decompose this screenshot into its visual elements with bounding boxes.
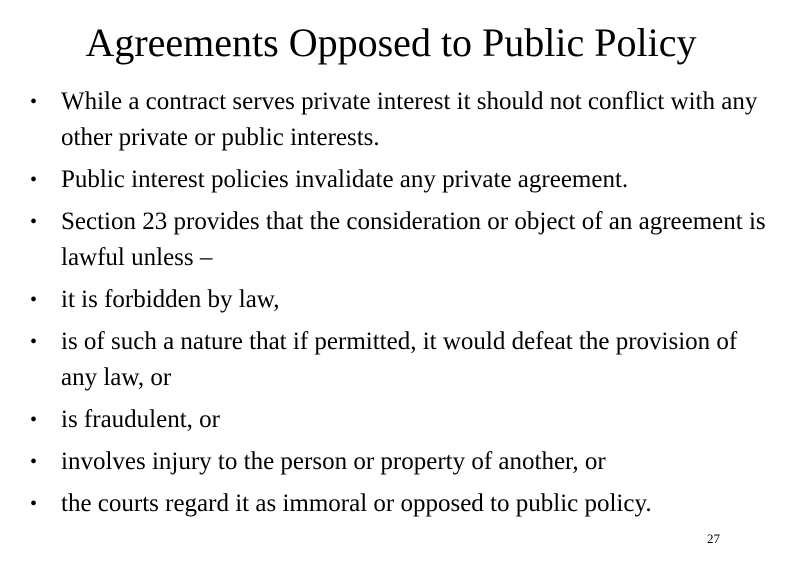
bullet-item-2: • Public interest policies invalidate any private agreement. xyxy=(30,162,770,198)
bullet-item-7: • involves injury to the person or property of another, or xyxy=(30,444,770,480)
slide-title: Agreements Opposed to Public Policy xyxy=(85,20,697,65)
page-number: 27 xyxy=(707,531,720,546)
bullet-item-5: • is of such a nature that if permitted, it would defeat the provision of any law, or xyxy=(30,324,770,396)
bullet-item-3: • Section 23 provides that the consideration or object of an agreement is lawful unless – xyxy=(30,204,770,276)
bullet-item-8: • the courts regard it as immoral or opposed to public policy. xyxy=(30,486,770,522)
bullet-item-6: • is fraudulent, or xyxy=(30,402,770,438)
bullet-item-4: • it is forbidden by law, xyxy=(30,282,770,318)
bullet-item-1: • While a contract serves private interest it should not conflict with any other private or public interests. xyxy=(30,84,770,156)
bullet-list xyxy=(30,84,770,528)
